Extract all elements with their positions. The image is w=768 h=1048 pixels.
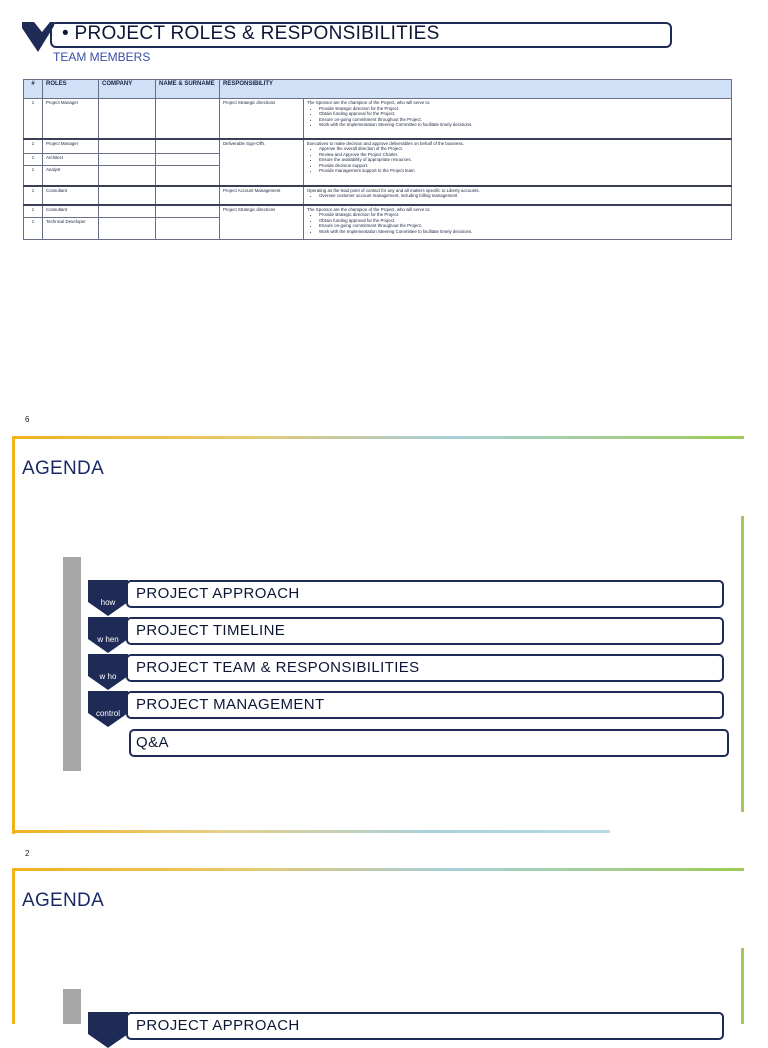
cell-name	[156, 139, 220, 154]
cell-name	[156, 186, 220, 205]
bottom-border	[12, 830, 610, 833]
agenda-item-label: PROJECT MANAGEMENT	[136, 696, 325, 713]
cell-role: Consultant	[43, 186, 99, 205]
cell-role: Architect	[43, 154, 99, 166]
cell-company	[99, 218, 156, 240]
cell-company	[99, 99, 156, 139]
table-header-row	[24, 80, 732, 99]
page-title: • PROJECT ROLES & RESPONSIBILITIES	[62, 23, 440, 44]
cell-company	[99, 139, 156, 154]
cell-role: Technical Developer	[43, 218, 99, 240]
cell-role: Analyst	[43, 166, 99, 186]
cell-role: Project Manager	[43, 139, 99, 154]
bullet-list	[307, 146, 728, 174]
left-border	[12, 436, 15, 834]
cell-role: Project Manager	[43, 99, 99, 139]
desc-text: Executives to make decision and approve deliverables on behalf of the business.	[307, 140, 464, 146]
bullet: • Ensure on-going commitment throughout the Project.	[319, 223, 728, 229]
bullet-list	[307, 212, 728, 234]
desc-text: Operating as the lead point of contact for any and all matters specific to Liberty accounts.	[307, 187, 480, 193]
cell-name	[156, 99, 220, 139]
top-border	[12, 868, 744, 871]
header-roles: ROLES	[43, 80, 99, 99]
gray-side-bar	[63, 989, 81, 1024]
cell-company	[99, 186, 156, 205]
cell-num: 1	[24, 139, 43, 154]
gray-side-bar	[63, 557, 81, 771]
bullet: • Work with the Implementation Steering Committee to facilitate timely decisions.	[319, 122, 728, 128]
cell-description	[304, 139, 732, 186]
cell-company	[99, 154, 156, 166]
cell-resp: Deliverable Sign-Offs	[220, 139, 304, 186]
desc-text: The Sponsor are the champion of the Project, who will serve to:	[307, 100, 431, 105]
right-border	[741, 948, 744, 1024]
bullet: • Approve the overall direction of the Project.	[319, 146, 728, 152]
table-row	[24, 186, 732, 205]
chevron-label: control	[95, 709, 120, 718]
agenda-slide	[12, 868, 744, 1034]
top-border	[12, 436, 744, 439]
cell-name	[156, 166, 220, 186]
cell-description	[304, 205, 732, 240]
chevron-label: w hen	[97, 635, 119, 644]
bullet-list	[307, 106, 728, 128]
agenda-slide	[12, 436, 744, 834]
table-row	[24, 139, 732, 154]
chevron-label: w ho	[99, 672, 117, 681]
cell-resp: Project Strategic directions	[220, 99, 304, 139]
agenda-item-label: PROJECT APPROACH	[136, 585, 300, 602]
agenda-item-label: Q&A	[136, 734, 169, 751]
bullet: • Provide strategic direction for the Project.	[319, 212, 728, 218]
cell-num: 1	[24, 205, 43, 218]
roles-table	[23, 79, 732, 240]
agenda-item-label: PROJECT TIMELINE	[136, 622, 286, 639]
cell-company	[99, 205, 156, 218]
cell-name	[156, 205, 220, 218]
cell-num: 1	[24, 154, 43, 166]
chevron-icon	[88, 1012, 128, 1048]
cell-num: 1	[24, 166, 43, 186]
agenda-item-label: PROJECT APPROACH	[136, 1017, 300, 1034]
agenda-item-label: PROJECT TEAM & RESPONSIBILITIES	[136, 659, 420, 676]
cell-description	[304, 186, 732, 205]
cell-num: 1	[24, 186, 43, 205]
chevron-label: how	[100, 598, 116, 607]
bullet: • Review and Approve the Project Charter.	[319, 152, 728, 158]
header-name: NAME & SURNAME	[156, 80, 220, 99]
desc-text: The Sponsor are the champion of the Project, who will serve to:	[307, 206, 431, 212]
bullet: • Work with the Implementation Steering Committee to facilitate timely decisions.	[319, 229, 728, 235]
bullet: • Provide strategic direction for the Project.	[319, 106, 728, 112]
bullet: • Oversee customer account management, including billing management	[319, 193, 728, 199]
bullet: • Ensure the availability of appropriate resources.	[319, 157, 728, 163]
cell-name	[156, 154, 220, 166]
bullet: • Obtain funding approval for the Project.	[319, 218, 728, 224]
right-border	[741, 516, 744, 812]
header-responsibility: RESPONSIBILITY	[220, 80, 732, 99]
agenda-title: AGENDA	[22, 890, 105, 911]
bullet-list	[307, 193, 728, 199]
page-subtitle: TEAM MEMBERS	[53, 50, 151, 64]
cell-resp: Project Strategic directions	[220, 205, 304, 240]
agenda-title: AGENDA	[22, 458, 105, 479]
bullet: • Ensure on-going commitment throughout the Project.	[319, 117, 728, 123]
header-company: COMPANY	[99, 80, 156, 99]
page-number: 2	[25, 849, 30, 858]
left-border	[12, 868, 15, 1024]
header-num: #	[24, 80, 43, 99]
cell-resp: Project Account Management	[220, 186, 304, 205]
cell-name	[156, 218, 220, 240]
table-row	[24, 99, 732, 139]
cell-num: 1	[24, 99, 43, 139]
bullet: • Obtain funding approval for the Project.	[319, 111, 728, 117]
page-number: 6	[25, 415, 30, 424]
bullet: • Provide management support to the Project team	[319, 168, 728, 174]
table-row	[24, 205, 732, 218]
cell-role: Consultant	[43, 205, 99, 218]
cell-num: 1	[24, 218, 43, 240]
cell-description	[304, 99, 732, 139]
cell-company	[99, 166, 156, 186]
agenda-item-qa[interactable]	[129, 729, 729, 757]
bullet: • Provide decision support.	[319, 163, 728, 169]
